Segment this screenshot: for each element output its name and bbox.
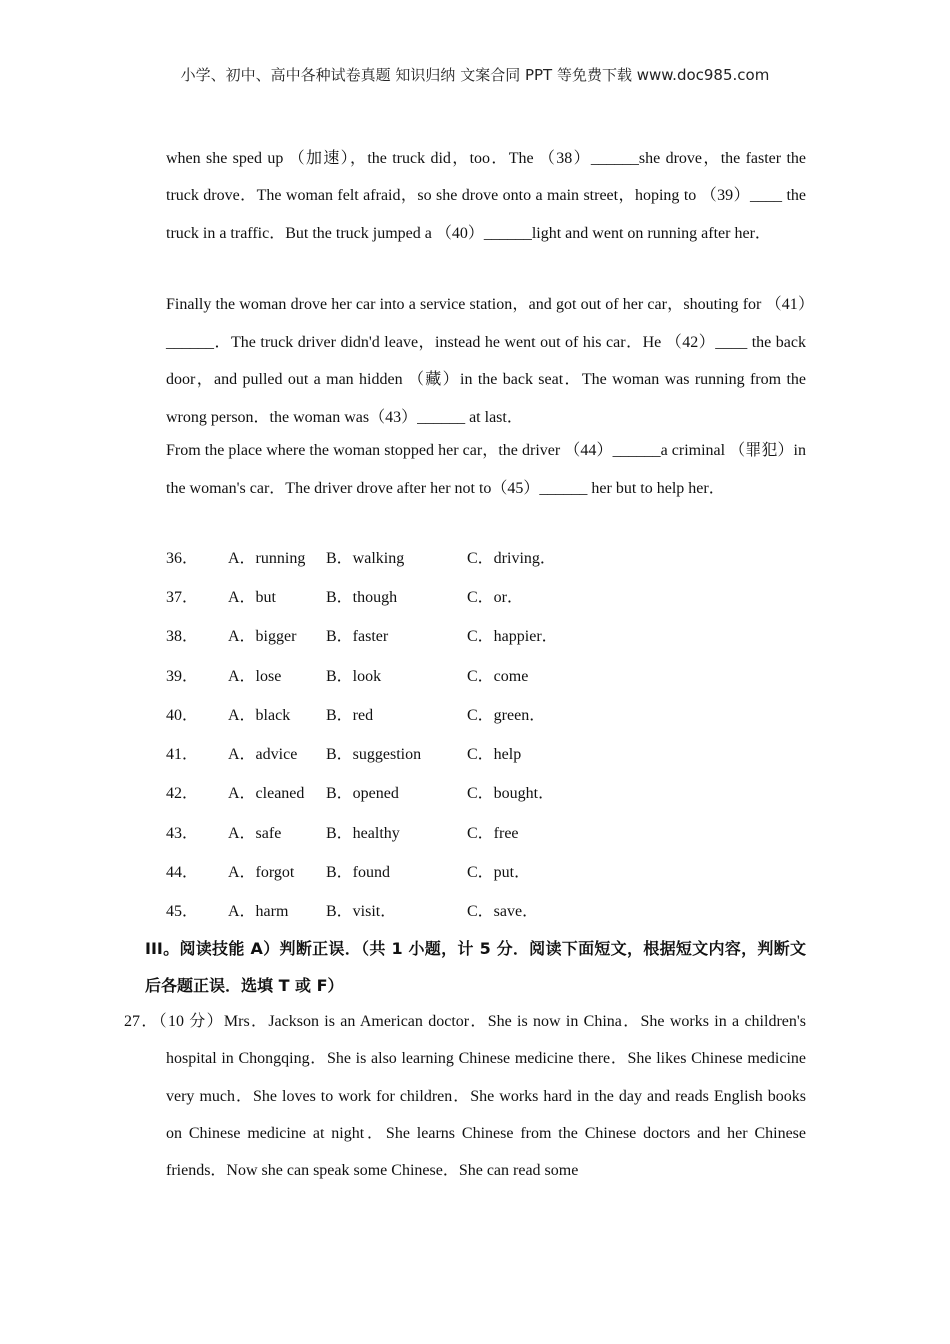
option-b: B．suggestion xyxy=(326,746,422,763)
option-b: B．healthy xyxy=(326,825,400,842)
option-a: A．harm xyxy=(228,903,289,920)
question-number: 42． xyxy=(166,785,199,802)
option-c: C．driving． xyxy=(467,550,556,567)
option-c: C．happier． xyxy=(467,628,558,645)
question-number: 38． xyxy=(166,628,199,645)
option-b: B．opened xyxy=(326,785,399,802)
question-number: 45． xyxy=(166,903,199,920)
question-number: 44． xyxy=(166,864,199,881)
question-number: 36． xyxy=(166,550,199,567)
passage-paragraph-3: From the place where the woman stopped her car，the driver （44）______a criminal （罪犯）in the woman's car．The driver drove after her not to（45）______ her but to help her． xyxy=(166,442,806,497)
question-number: 39． xyxy=(166,668,199,685)
option-c: C．bought． xyxy=(467,785,555,802)
option-a: A．bigger xyxy=(228,628,297,645)
option-a: A．advice xyxy=(228,746,298,763)
question-number: 37． xyxy=(166,589,199,606)
question-27-passage xyxy=(124,1003,806,1189)
option-a: A．but xyxy=(228,589,277,606)
option-a: A．running xyxy=(228,550,306,567)
passage-paragraph-2: Finally the woman drove her car into a service station，and got out of her car，shouting for （41）______．The truck driver didn'd leave，instead he went out of his car．He （42）____ the back door，and pulled out a man hidden （藏）in the back seat．The woman was running from the wrong person．the woman was（43）______ at last． xyxy=(166,296,806,426)
option-b: B．visit． xyxy=(326,903,397,920)
option-b: B．red xyxy=(326,707,374,724)
option-b: B．though xyxy=(326,589,398,606)
option-b: B．walking xyxy=(326,550,405,567)
option-c: C．or． xyxy=(467,589,524,606)
option-b: B．look xyxy=(326,668,382,685)
page-header: 小学、初中、高中各种试卷真题 知识归纳 文案合同 PPT 等免费下载 www.doc985.com xyxy=(180,66,770,84)
question-number: 41． xyxy=(166,746,199,763)
option-c: C．save． xyxy=(467,903,539,920)
question-number: 43． xyxy=(166,825,199,842)
option-a: A．lose xyxy=(228,668,282,685)
question-number: 40． xyxy=(166,707,199,724)
option-c: C．come xyxy=(467,668,529,685)
passage-paragraph-1: when she sped up （加速），the truck did，too．The （38）______she drove，the faster the truck drove．The woman felt afraid，so she drove onto a main street，hoping to （39）____ the truck in a traffic．But the truck jumped a （40）______light and went on running after her． xyxy=(166,150,806,242)
option-a: A．forgot xyxy=(228,864,295,881)
option-a: A．cleaned xyxy=(228,785,305,802)
option-c: C．free xyxy=(467,825,519,842)
option-b: B．faster xyxy=(326,628,389,645)
question-27-text: 27．（10 分）Mrs．Jackson is an American doctor．She is now in China．She works in a children's hospital in Chongqing．She is also learning Chinese medicine there．She likes Chinese medicine very much．She loves to work for children．She works hard in the day and reads English books on Chinese medicine at night．She learns Chinese from the Chinese doctors and her Chinese friends．Now she can speak some Chinese．She can read some xyxy=(124,1013,806,1180)
option-a: A．black xyxy=(228,707,291,724)
option-a: A．safe xyxy=(228,825,282,842)
option-c: C．help xyxy=(467,746,522,763)
option-c: C．put． xyxy=(467,864,531,881)
section-title: III。阅读技能 A）判断正误．（共 1 小题，计 5 分．阅读下面短文，根据短文内容，判断文后各题正误．选填 T 或 F） xyxy=(145,939,806,995)
option-b: B．found xyxy=(326,864,391,881)
option-c: C．green． xyxy=(467,707,546,724)
